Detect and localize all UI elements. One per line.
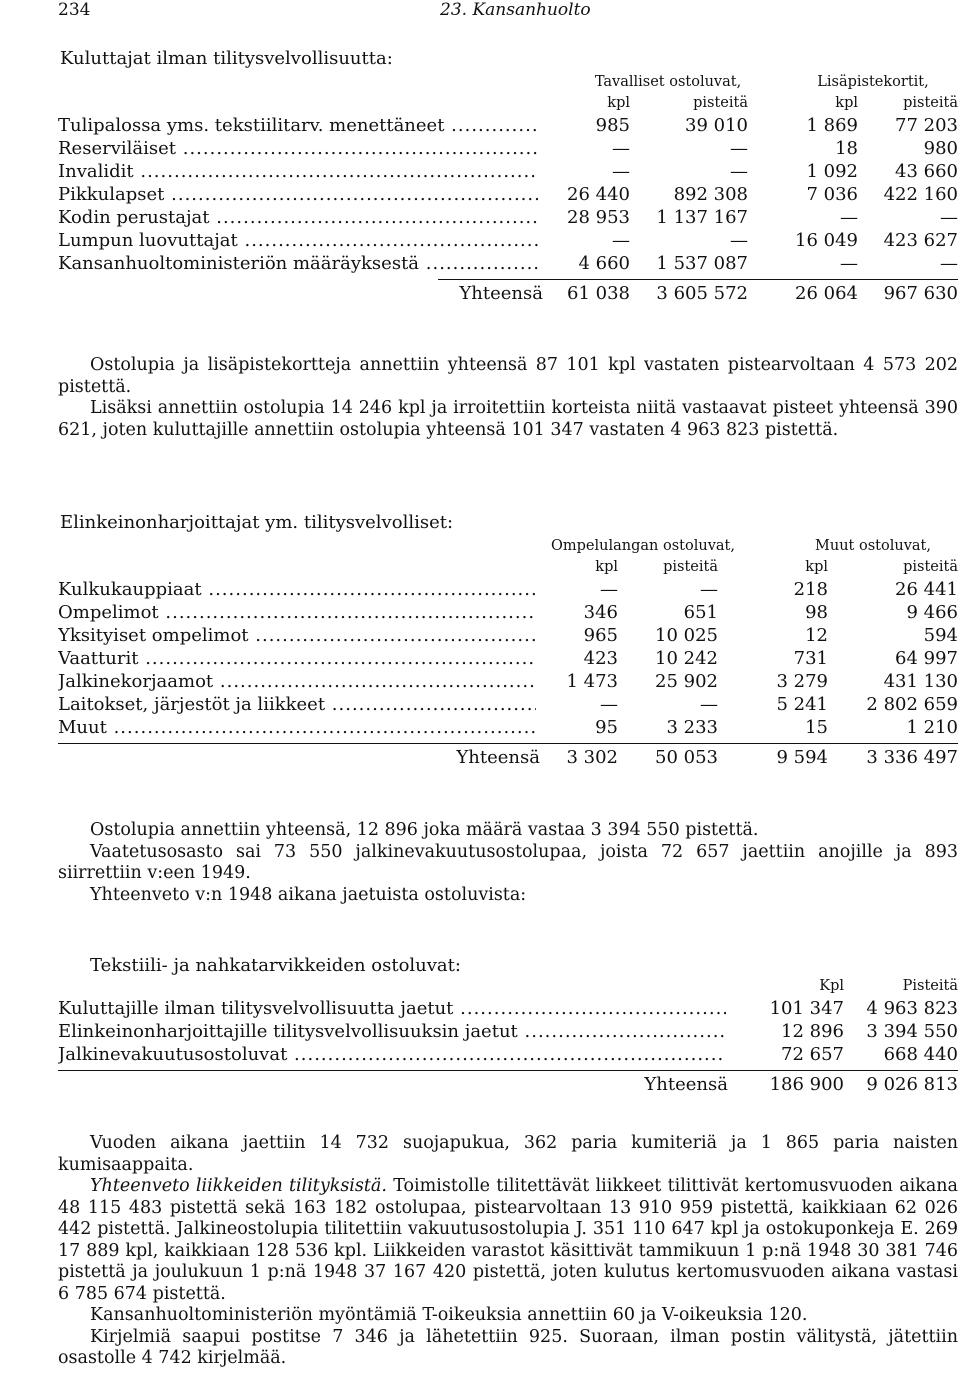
cell: 9 466 bbox=[906, 602, 958, 623]
cell: 668 440 bbox=[883, 1044, 958, 1065]
cell: 967 630 bbox=[883, 283, 958, 304]
cell: — bbox=[840, 207, 858, 228]
group-header-ordinary-permits: Tavalliset ostoluvat, bbox=[594, 74, 742, 90]
cell: 25 902 bbox=[655, 671, 718, 692]
summary-table bbox=[58, 976, 958, 1098]
cell: 423 bbox=[583, 648, 618, 669]
table-group-header bbox=[58, 72, 958, 93]
page-header bbox=[0, 0, 960, 24]
cell: 4 963 823 bbox=[866, 998, 958, 1019]
running-title: 23. Kansanhuolto bbox=[440, 0, 591, 20]
cell: 39 010 bbox=[685, 115, 748, 136]
table-row bbox=[58, 137, 958, 160]
cell: 1 092 bbox=[806, 161, 858, 182]
table-row bbox=[58, 578, 958, 601]
cell: 1 869 bbox=[806, 115, 858, 136]
cell: 10 025 bbox=[655, 625, 718, 646]
paragraph-block-2 bbox=[58, 820, 958, 906]
cell: 50 053 bbox=[655, 747, 718, 768]
cell: 1 137 167 bbox=[656, 207, 748, 228]
table-row bbox=[58, 997, 958, 1020]
cell: 218 bbox=[793, 579, 828, 600]
paragraph: Ostolupia annettiin yhteensä, 12 896 joka määrä vastaa 3 394 550 pistettä. bbox=[90, 820, 759, 840]
table-row bbox=[58, 1043, 958, 1066]
table-row bbox=[58, 647, 958, 670]
cell: 431 130 bbox=[883, 671, 958, 692]
cell: 3 394 550 bbox=[866, 1021, 958, 1042]
subheader-kpl: Kpl bbox=[819, 978, 844, 994]
cell: 346 bbox=[583, 602, 618, 623]
cell: — bbox=[840, 253, 858, 274]
table-row bbox=[58, 601, 958, 624]
cell: 26 441 bbox=[895, 579, 958, 600]
table-row bbox=[58, 206, 958, 229]
cell: 9 026 813 bbox=[866, 1074, 958, 1095]
cell: 423 627 bbox=[883, 230, 958, 251]
row-label: Kuluttajille ilman tilitysvelvollisuutta jaetut ..... bbox=[58, 997, 726, 1020]
row-label: Lumpun luovuttajat ..... bbox=[58, 229, 538, 252]
total-label: Yhteensä bbox=[459, 283, 543, 304]
row-label: Reserviläiset ..... bbox=[58, 137, 538, 160]
cell: — bbox=[940, 253, 958, 274]
subheader-points: pisteitä bbox=[663, 559, 718, 575]
cell: 186 900 bbox=[769, 1074, 844, 1095]
cell: 892 308 bbox=[673, 184, 748, 205]
cell: — bbox=[730, 138, 748, 159]
paragraph: Lisäksi annettiin ostolupia 14 246 kpl ja irroitettiin korteista niitä vastaavat pisteet yhteensä 390 621, joten kuluttajille annettiin ostolupia yhteensä 101 347 vastaten 4 963 823 pistettä. bbox=[58, 398, 958, 440]
cell: 15 bbox=[805, 717, 828, 738]
cell: 72 657 bbox=[781, 1044, 844, 1065]
cell: 2 802 659 bbox=[866, 694, 958, 715]
total-rule bbox=[438, 279, 958, 280]
paragraph-text: Toimistolle tilitettävät liikkeet tilittivät kertomusvuoden aikana 48 115 483 pistettä sekä 163 182 ostolupaa, pistearvoltaan 13 910 959 pistettä, kaikkiaan 62 026 442 pistettä. Jalkineostolupia tilitettiin vakuutusostolupia J. 351 110 647 kpl ja ostokuponkeja E. 269 17 889 kpl, kaikkiaan 128 536 kpl. Liikkeiden varastot käsittivät tammikuun 1 p:nä 1948 30 381 746 pistettä ja joulukuun 1 p:nä 1948 37 167 420 pistettä, joten kulutus kertomusvuoden aikana vastasi 6 785 674 pistettä. bbox=[58, 1176, 958, 1304]
consumer-table bbox=[58, 72, 958, 307]
cell: — bbox=[730, 230, 748, 251]
cell: 43 660 bbox=[895, 161, 958, 182]
page-number: 234 bbox=[58, 0, 91, 20]
cell: 3 302 bbox=[566, 747, 618, 768]
cell: 651 bbox=[683, 602, 718, 623]
cell: 594 bbox=[923, 625, 958, 646]
cell: 16 049 bbox=[795, 230, 858, 251]
cell: — bbox=[600, 694, 618, 715]
row-label: Tulipalossa yms. tekstiilitarv. menettäneet ..... bbox=[58, 114, 538, 137]
row-label: Jalkinekorjaamot ..... bbox=[58, 670, 536, 693]
paragraph: Vaatetusosasto sai 73 550 jalkinevakuutusostolupaa, joista 72 657 jaettiin anojille ja 893 siirrettiin v:een 1949. bbox=[58, 841, 958, 883]
table-row bbox=[58, 693, 958, 716]
paragraph: Kansanhuoltoministeriön myöntämiä T-oikeuksia annettiin 60 ja V-oikeuksia 120. bbox=[90, 1305, 808, 1325]
table-row bbox=[58, 1020, 958, 1043]
paragraph-block-3 bbox=[58, 1133, 958, 1370]
subheader-kpl: kpl bbox=[607, 95, 630, 111]
section3-title: Tekstiili- ja nahkatarvikkeiden ostoluvat: bbox=[90, 955, 461, 976]
business-table bbox=[58, 536, 958, 771]
cell: 422 160 bbox=[883, 184, 958, 205]
paragraph: Yhteenveto v:n 1948 aikana jaetuista ostoluvista: bbox=[90, 884, 527, 905]
italic-heading: Yhteenveto liikkeiden tilityksistä. bbox=[90, 1176, 387, 1196]
paragraph-block-1 bbox=[58, 355, 958, 441]
table-row bbox=[58, 670, 958, 693]
cell: 26 064 bbox=[795, 283, 858, 304]
cell: 7 036 bbox=[806, 184, 858, 205]
cell: — bbox=[612, 138, 630, 159]
cell: 731 bbox=[793, 648, 828, 669]
paragraph: Vuoden aikana jaettiin 14 732 suojapukua, 362 paria kumiteriä ja 1 865 paria naisten kumisaappaita. bbox=[58, 1133, 958, 1175]
cell: 980 bbox=[923, 138, 958, 159]
table-subheader bbox=[58, 557, 958, 578]
cell: — bbox=[700, 579, 718, 600]
total-rule bbox=[58, 743, 958, 744]
cell: 3 279 bbox=[776, 671, 828, 692]
subheader-points: pisteitä bbox=[903, 95, 958, 111]
cell: — bbox=[612, 161, 630, 182]
cell: — bbox=[700, 694, 718, 715]
cell: 4 660 bbox=[578, 253, 630, 274]
cell: 64 997 bbox=[895, 648, 958, 669]
table-row bbox=[58, 229, 958, 252]
cell: 3 233 bbox=[666, 717, 718, 738]
table-row bbox=[58, 183, 958, 206]
table-row bbox=[58, 160, 958, 183]
cell: 101 347 bbox=[769, 998, 844, 1019]
cell: 5 241 bbox=[776, 694, 828, 715]
cell: 98 bbox=[805, 602, 828, 623]
cell: 985 bbox=[595, 115, 630, 136]
table-row bbox=[58, 114, 958, 137]
cell: 61 038 bbox=[567, 283, 630, 304]
row-label: Pikkulapset ..... bbox=[58, 183, 538, 206]
row-label: Vaatturit ..... bbox=[58, 647, 536, 670]
paragraph: Kirjelmiä saapui postitse 7 346 ja lähetettiin 925. Suoraan, ilman postin välitystä, jätettiin osastolle 4 742 kirjelmää. bbox=[58, 1326, 958, 1368]
row-label: Ompelimot ..... bbox=[58, 601, 536, 624]
row-label: Invalidit ..... bbox=[58, 160, 538, 183]
section1-title: Kuluttajat ilman tilitysvelvollisuutta: bbox=[60, 48, 393, 69]
cell: 28 953 bbox=[567, 207, 630, 228]
cell: 18 bbox=[835, 138, 858, 159]
cell: — bbox=[600, 579, 618, 600]
total-row bbox=[58, 1072, 958, 1098]
paragraph bbox=[58, 1176, 958, 1305]
cell: 3 336 497 bbox=[866, 747, 958, 768]
subheader-kpl: kpl bbox=[595, 559, 618, 575]
cell: — bbox=[730, 161, 748, 182]
cell: 3 605 572 bbox=[656, 283, 748, 304]
subheader-kpl: kpl bbox=[835, 95, 858, 111]
table-subheader bbox=[58, 976, 958, 997]
row-label: Kodin perustajat ..... bbox=[58, 206, 538, 229]
cell: 26 440 bbox=[567, 184, 630, 205]
group-header-other-permits: Muut ostoluvat, bbox=[815, 538, 931, 554]
row-label: Laitokset, järjestöt ja liikkeet ..... bbox=[58, 693, 536, 716]
group-header-thread-permits: Ompelulangan ostoluvat, bbox=[551, 538, 735, 554]
cell: 1 537 087 bbox=[656, 253, 748, 274]
table-row bbox=[58, 716, 958, 739]
cell: 965 bbox=[583, 625, 618, 646]
cell: 95 bbox=[595, 717, 618, 738]
row-label: Elinkeinonharjoittajille tilitysvelvollisuuksin jaetut ..... bbox=[58, 1020, 726, 1043]
total-row bbox=[58, 745, 958, 771]
cell: 9 594 bbox=[776, 747, 828, 768]
cell: — bbox=[612, 230, 630, 251]
row-label: Kansanhuoltoministeriön määräyksestä ..... bbox=[58, 252, 538, 275]
paragraph: Ostolupia ja lisäpistekortteja annettiin yhteensä 87 101 kpl vastaten pistearvoltaan 4 573 202 pistettä. bbox=[58, 355, 958, 397]
table-row bbox=[58, 624, 958, 647]
subheader-points: Pisteitä bbox=[902, 978, 958, 994]
subheader-points: pisteitä bbox=[903, 559, 958, 575]
row-label: Yksityiset ompelimot ..... bbox=[58, 624, 536, 647]
cell: 1 473 bbox=[566, 671, 618, 692]
cell: 12 896 bbox=[781, 1021, 844, 1042]
table-group-header bbox=[58, 536, 958, 557]
total-row bbox=[58, 281, 958, 307]
row-label: Kulkukauppiaat ..... bbox=[58, 578, 536, 601]
row-label: Jalkinevakuutusostoluvat ..... bbox=[58, 1043, 726, 1066]
cell: 12 bbox=[805, 625, 828, 646]
cell: 10 242 bbox=[655, 648, 718, 669]
cell: 1 210 bbox=[906, 717, 958, 738]
total-label: Yhteensä bbox=[456, 747, 540, 768]
cell: 77 203 bbox=[895, 115, 958, 136]
section2-title: Elinkeinonharjoittajat ym. tilitysvelvolliset: bbox=[60, 512, 454, 533]
table-subheader bbox=[58, 93, 958, 114]
group-header-bonus-cards: Lisäpistekortit, bbox=[817, 74, 929, 90]
subheader-points: pisteitä bbox=[693, 95, 748, 111]
cell: — bbox=[940, 207, 958, 228]
table-row bbox=[58, 252, 958, 275]
row-label: Muut ..... bbox=[58, 716, 536, 739]
total-label: Yhteensä bbox=[644, 1074, 728, 1095]
total-rule bbox=[58, 1070, 958, 1071]
subheader-kpl: kpl bbox=[805, 559, 828, 575]
